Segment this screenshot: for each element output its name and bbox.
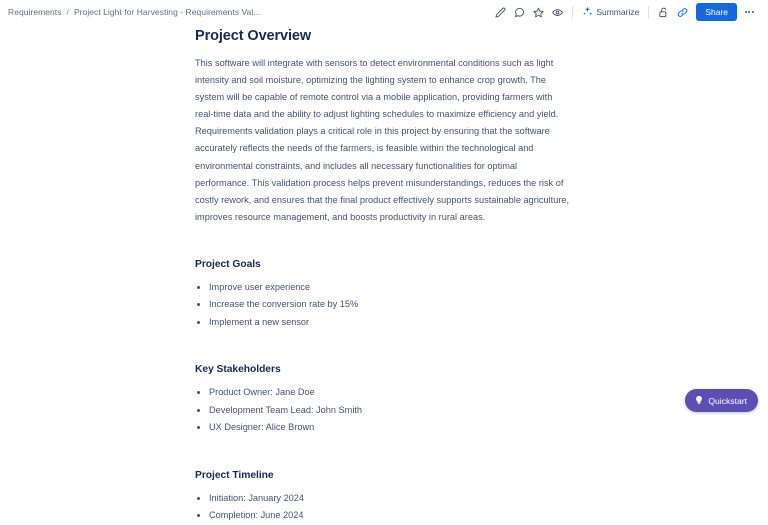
list-item: Completion: June 2024 (195, 507, 738, 525)
key-stakeholders-list (195, 384, 738, 437)
list-item: Initiation: January 2024 (195, 490, 738, 508)
breadcrumb (8, 7, 261, 17)
list-item: Implement a new sensor (195, 314, 738, 332)
unlock-padlock-icon[interactable] (654, 3, 673, 22)
link-icon[interactable] (673, 3, 692, 22)
section-heading-key-stakeholders: Key Stakeholders (195, 364, 281, 376)
toolbar-actions (491, 3, 758, 22)
list-item: Increase the conversion rate by 15% (195, 296, 738, 314)
quickstart-label: Quickstart (708, 395, 747, 406)
summarize-label: Summarize (596, 7, 640, 17)
lightbulb-icon (694, 395, 704, 407)
ai-sparkle-icon (582, 6, 593, 19)
project-timeline-list (195, 490, 738, 525)
overview-paragraph: This software will integrate with sensors to detect environmental conditions such as light intensity and soil moisture, optimizing the lighting system to enhance crop growth. The system will be capable of remote control via a mobile application, providing farmers with real-time data and the ability to adjust lighting schedules to maximize efficiency and yield. Requirements validation plays a critical role in this project by ensuring that the software accurately reflects the needs of the farmers, is feasible within the technological and environmental constraints, and includes all necessary functionalities for optimal performance. This validation process helps prevent misunderstandings, reduces the risk of costly rework, and ensures that the final product effectively supports sustainable agriculture, improves resource management, and boosts productivity in rural areas. (195, 58, 570, 222)
top-toolbar (0, 0, 768, 24)
more-horizontal-icon[interactable] (740, 3, 758, 21)
summarize-button[interactable] (578, 3, 643, 22)
list-item: Development Team Lead: John Smith (195, 402, 738, 420)
document-content (0, 24, 768, 525)
quickstart-button[interactable] (685, 389, 758, 412)
breadcrumb-item-page[interactable]: Project Light for Harvesting - Requirements Val... (73, 7, 261, 17)
project-goals-list (195, 279, 738, 332)
list-item: Product Owner: Jane Doe (195, 384, 738, 402)
watch-eye-icon[interactable] (548, 3, 567, 22)
breadcrumb-separator: / (66, 7, 69, 17)
star-icon[interactable] (529, 3, 548, 22)
list-item: UX Designer: Alice Brown (195, 419, 738, 437)
share-button[interactable]: Share (696, 3, 737, 21)
section-heading-project-timeline: Project Timeline (195, 469, 274, 481)
list-item: Improve user experience (195, 279, 738, 297)
section-heading-project-goals: Project Goals (195, 258, 261, 270)
edit-pencil-icon[interactable] (491, 3, 510, 22)
toolbar-divider-1 (572, 6, 573, 19)
page-title: Project Overview (195, 28, 312, 44)
comment-icon[interactable] (510, 3, 529, 22)
breadcrumb-item-space[interactable]: Requirements (8, 7, 62, 17)
toolbar-divider-2 (648, 6, 649, 19)
